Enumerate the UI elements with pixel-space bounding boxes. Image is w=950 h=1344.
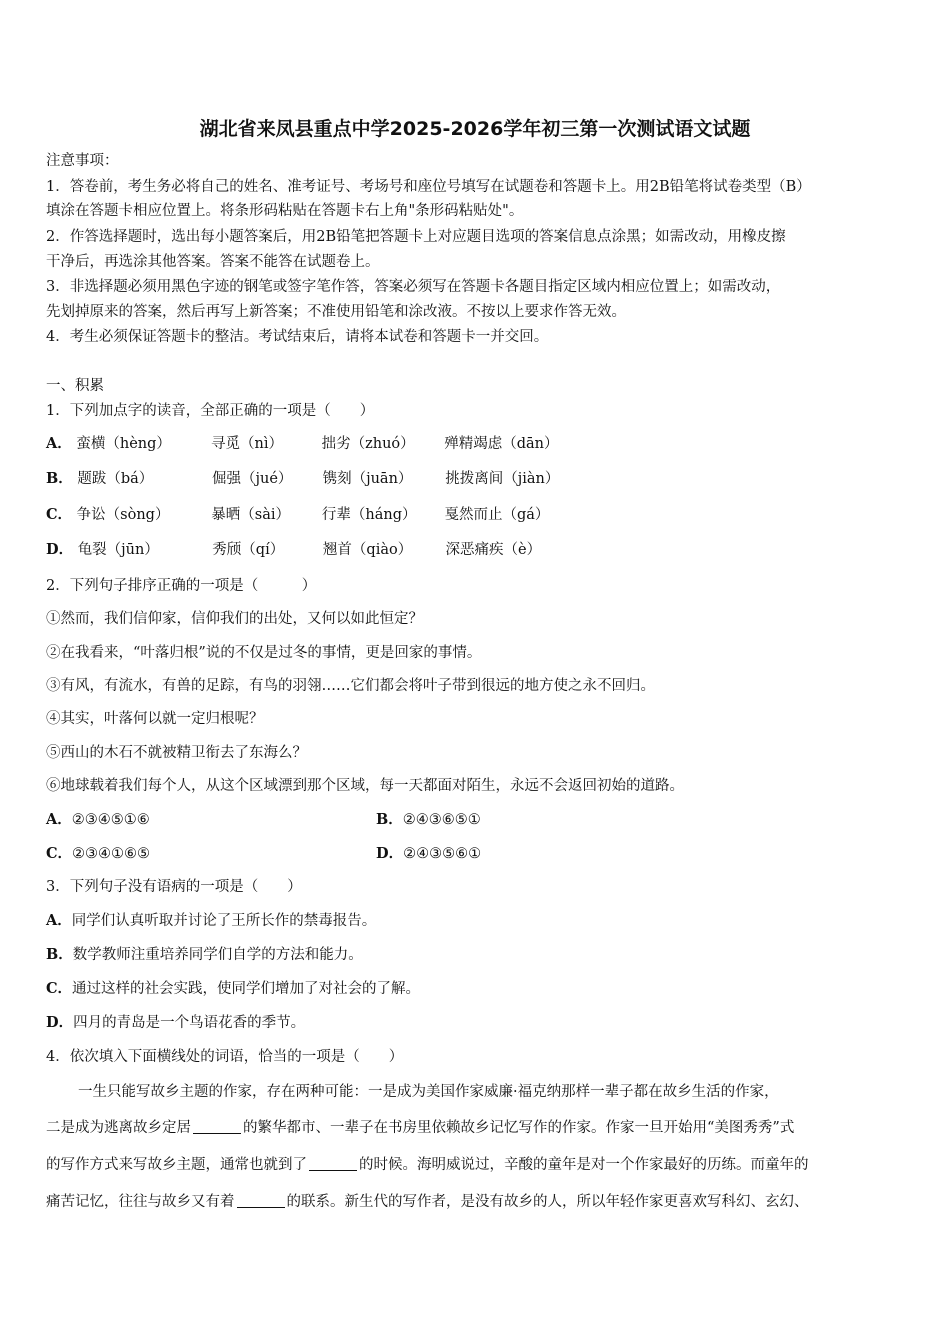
option-item: 秀颀（qí） — [212, 542, 285, 558]
option-item: 蛮横（hèng） — [76, 436, 171, 452]
option-item: 拙劣（zhuó） — [321, 436, 415, 452]
passage-text: 痛苦记忆，往往与故乡又有着 — [46, 1194, 235, 1210]
option-item: 龟裂（jūn） — [77, 542, 159, 558]
sentence: ④其实，叶落何以就一定归根呢？ — [46, 711, 264, 727]
option-text: ②④③⑥⑤① — [402, 812, 481, 828]
question-1-option-d — [46, 540, 563, 560]
question-1-option-a — [46, 434, 580, 454]
option-item: 挑拨离间（jiàn） — [445, 471, 560, 487]
option-letter: C． — [46, 506, 73, 523]
question-4-stem: 4．依次填入下面横线处的词语，恰当的一项是（ ） — [46, 1049, 404, 1065]
option-letter: B． — [46, 946, 73, 963]
option-item: 殚精竭虑（dān） — [444, 436, 559, 452]
option-item: 寻觅（nì） — [210, 436, 283, 452]
question-2-stem: 2．下列句子排序正确的一项是（ ） — [46, 578, 317, 594]
sentence: ①然而，我们信仰家，信仰我们的出处，又何以如此恒定？ — [46, 611, 423, 627]
option-text: ②③④⑤①⑥ — [71, 812, 150, 828]
option-letter: B． — [376, 811, 403, 828]
option-text: 同学们认真听取并讨论了王所长作的禁毒报告。 — [71, 913, 377, 929]
option-text: 数学教师注重培养同学们自学的方法和能力。 — [72, 947, 363, 963]
notice-line: 干净后，再选涂其他答案。答案不能答在试题卷上。 — [46, 254, 380, 270]
option-letter: D． — [46, 1014, 74, 1031]
notice-line: 3．非选择题必须用黑色字迹的钢笔或签字笔作答，答案必须写在答题卡各题目指定区域内相应位置上；如需改动， — [46, 279, 781, 295]
question-2-option-c — [46, 844, 150, 864]
option-letter: D． — [46, 541, 74, 558]
sentence: ③有风，有流水，有兽的足踪，有鸟的羽翎……它们都会将叶子带到很远的地方使之永不回归。 — [46, 678, 655, 694]
option-item: 争讼（sòng） — [76, 507, 170, 523]
question-3-stem: 3．下列句子没有语病的一项是（ ） — [46, 879, 302, 895]
fill-blank — [193, 1119, 241, 1134]
passage-line — [46, 1192, 809, 1212]
option-letter: A． — [46, 811, 72, 828]
notice-line: 2．作答选择题时，选出每小题答案后，用2B铅笔把答题卡上对应题目选项的答案信息点涂黑；如需改动，用橡皮擦 — [46, 229, 786, 245]
notice-heading: 注意事项： — [46, 153, 119, 169]
question-2-option-d — [376, 844, 481, 864]
option-text: 四月的青岛是一个鸟语花香的季节。 — [73, 1015, 306, 1031]
question-3-option-c — [46, 979, 420, 999]
sentence: ②在我看来，“叶落归根”说的不仅是过冬的事情，更是回家的事情。 — [46, 645, 482, 661]
passage-text: 的时候。海明威说过，辛酸的童年是对一个作家最好的历练。而童年的 — [359, 1157, 809, 1173]
option-item: 镌刻（juān） — [322, 471, 413, 487]
notice-line: 先划掉原来的答案，然后再写上新答案；不准使用铅笔和涂改液。不按以上要求作答无效。 — [46, 304, 626, 320]
passage-line: 一生只能写故乡主题的作家，存在两种可能：一是成为美国作家威廉·福克纳那样一辈子都在故乡生活的作家， — [78, 1084, 779, 1100]
notice-line: 填涂在答题卡相应位置上。将条形码粘贴在答题卡右上角"条形码粘贴处"。 — [46, 203, 524, 219]
option-letter: C． — [46, 845, 73, 862]
notice-line: 4．考生必须保证答题卡的整洁。考试结束后，请将本试卷和答题卡一并交回。 — [46, 329, 549, 345]
question-3-option-b — [46, 945, 363, 965]
option-letter: B． — [46, 470, 73, 487]
section-heading: 一、积累 — [46, 378, 104, 394]
question-3-option-d — [46, 1013, 305, 1033]
option-text: 通过这样的社会实践，使同学们增加了对社会的了解。 — [72, 981, 421, 997]
option-text: ②④③⑤⑥① — [403, 846, 482, 862]
option-letter: A． — [46, 435, 72, 452]
page-title: 湖北省来凤县重点中学2025-2026学年初三第一次测试语文试题 — [199, 118, 751, 140]
option-text: ②③④①⑥⑤ — [72, 846, 151, 862]
option-item: 行辈（háng） — [321, 507, 417, 523]
option-item: 题跋（bá） — [77, 471, 154, 487]
sentence: ⑥地球载着我们每个人，从这个区域漂到那个区域，每一天都面对陌生，永远不会返回初始的道路。 — [46, 778, 684, 794]
fill-blank — [309, 1156, 357, 1171]
passage-text: 的写作方式来写故乡主题，通常也就到了 — [46, 1157, 307, 1173]
option-item: 翘首（qiào） — [322, 542, 413, 558]
question-3-option-a — [46, 911, 376, 931]
option-letter: C． — [46, 980, 73, 997]
question-2-option-b — [376, 810, 481, 830]
fill-blank — [237, 1193, 285, 1208]
passage-text: 的联系。新生代的写作者，是没有故乡的人，所以年轻作家更喜欢写科幻、玄幻、 — [286, 1194, 809, 1210]
option-item: 深恶痛疾（è） — [445, 542, 542, 558]
question-1-option-b — [46, 469, 581, 489]
option-letter: A． — [46, 912, 72, 929]
option-letter: D． — [376, 845, 404, 862]
question-1-option-c — [46, 505, 571, 525]
option-item: 戛然而止（gá） — [444, 507, 550, 523]
passage-text: 的繁华都市、一辈子在书房里依赖故乡记忆写作的作家。作家一旦开始用“美图秀秀”式 — [243, 1120, 795, 1136]
passage-line — [46, 1118, 794, 1138]
option-item: 暴晒（sài） — [211, 507, 290, 523]
question-2-option-a — [46, 810, 150, 830]
passage-text: 二是成为逃离故乡定居 — [46, 1120, 191, 1136]
question-1-stem: 1．下列加点字的读音，全部正确的一项是（ ） — [46, 403, 375, 419]
passage-line — [46, 1155, 809, 1175]
sentence: ⑤西山的木石不就被精卫衔去了东海么？ — [46, 745, 307, 761]
option-item: 倔强（jué） — [211, 471, 293, 487]
notice-line: 1．答卷前，考生务必将自己的姓名、准考证号、考场号和座位号填写在试题卷和答题卡上。用2B铅笔将试卷类型（B） — [46, 179, 811, 195]
